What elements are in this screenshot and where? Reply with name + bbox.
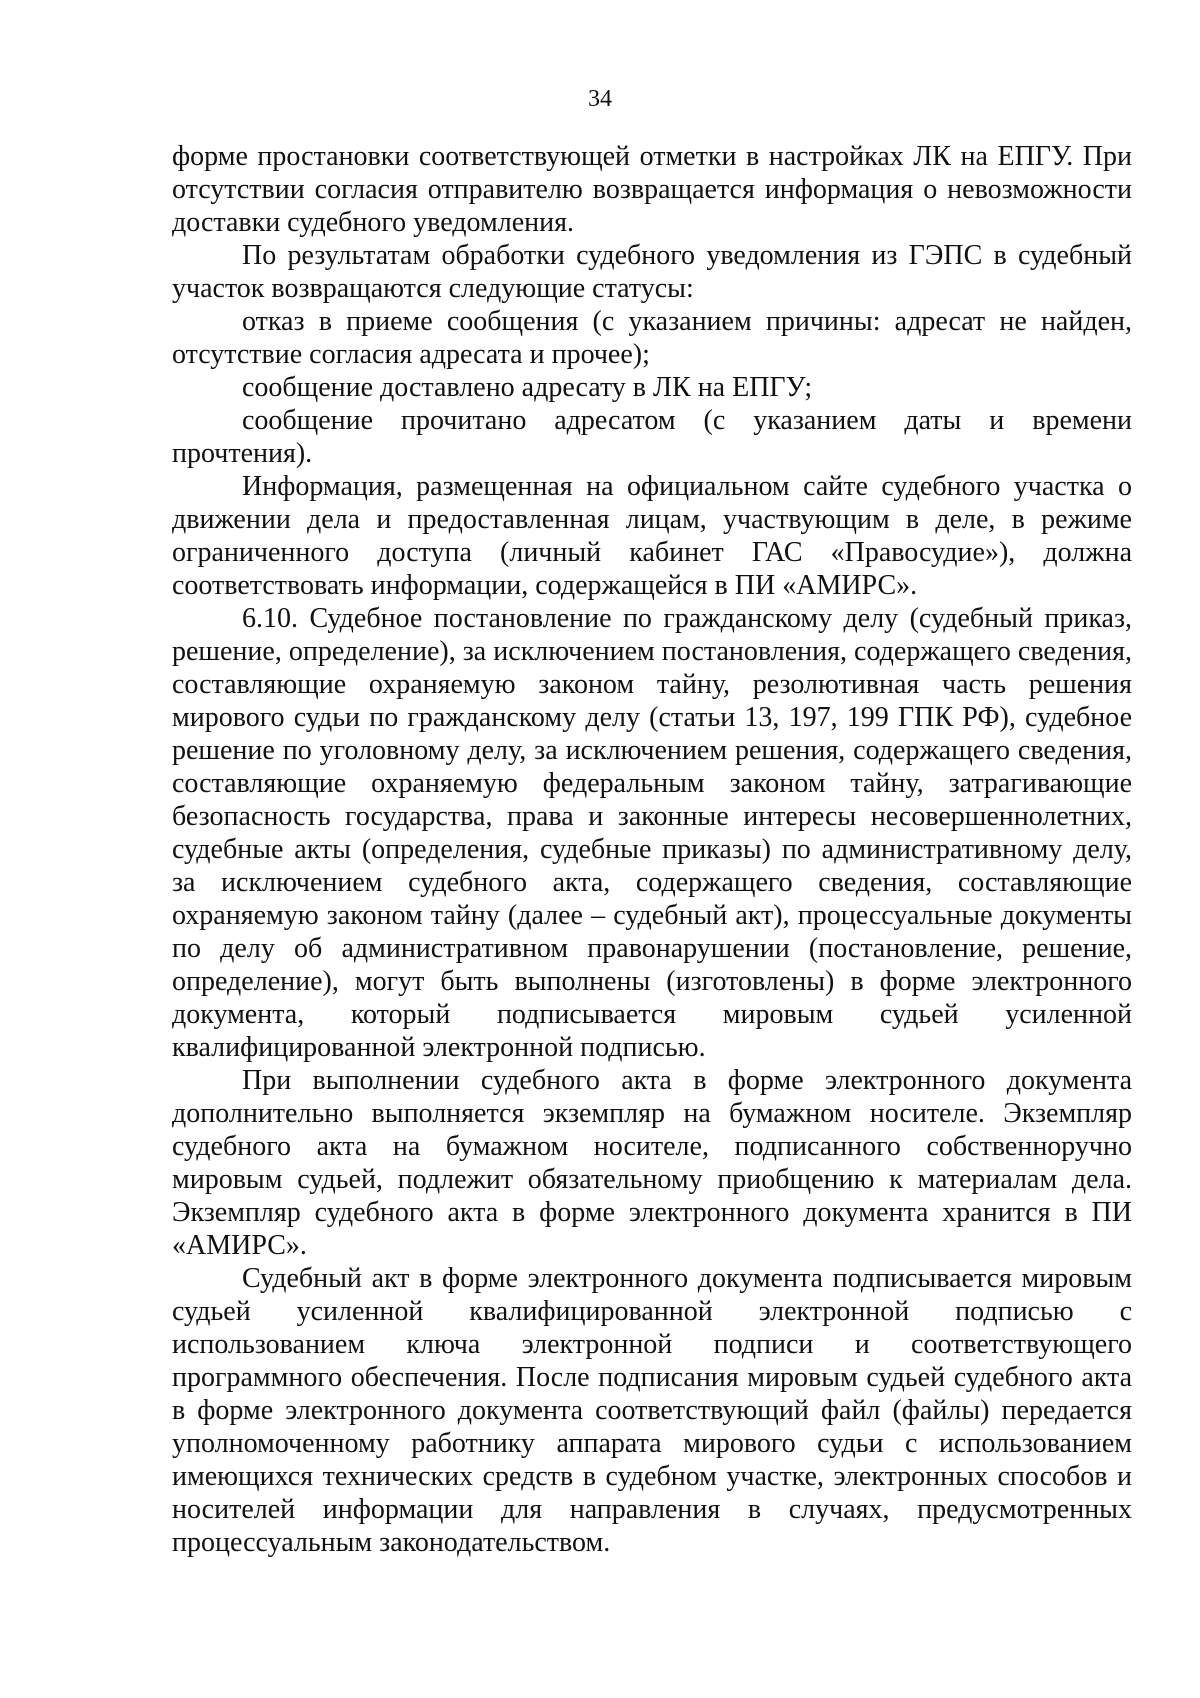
- paragraph: отказ в приеме сообщения (с указанием причины: адресат не найден, отсутствие согласия адресата и прочее);: [172, 306, 1132, 370]
- paragraph: 6.10. Судебное постановление по гражданскому делу (судебный приказ, решение, определение), за исключением постановления, содержащего сведения, составляющие охраняемую законом тайну, резолютивная часть решения мирового судьи по гражданскому делу (статьи 13, 197, 199 ГПК РФ), судебное решение по уголовному делу, за исключением решения, содержащего сведения, составляющие охраняемую федеральным законом тайну, затрагивающие безопасность государства, права и законные интересы несовершеннолетних, судебные акты (определения, судебные приказы) по административному делу, за исключением судебного акта, содержащего сведения, составляющие охраняемую законом тайну (далее – судебный акт), процессуальные документы по делу об административном правонарушении (постановление, решение, определение), могут быть выполнены (изготовлены) в форме электронного документа, который подписывается мировым судьей усиленной квалифицированной электронной подписью.: [172, 603, 1132, 1063]
- paragraph: сообщение доставлено адресату в ЛК на ЕПГУ;: [242, 372, 813, 403]
- paragraph: Информация, размещенная на официальном сайте судебного участка о движении дела и предоставленная лицам, участвующим в деле, в режиме ограниченного доступа (личный кабинет ГАС «Правосудие»), должна соответствовать информации, содержащейся в ПИ «АМИРС».: [172, 471, 1132, 601]
- page-number: 34: [588, 86, 612, 112]
- paragraph: По результатам обработки судебного уведомления из ГЭПС в судебный участок возвращаются следующие статусы:: [172, 240, 1132, 304]
- paragraph: сообщение прочитано адресатом (с указанием даты и времени прочтения).: [172, 405, 1132, 469]
- paragraph: При выполнении судебного акта в форме электронного документа дополнительно выполняется экземпляр на бумажном носителе. Экземпляр судебного акта на бумажном носителе, подписанного собственноручно мировым судьей, подлежит обязательному приобщению к материалам дела. Экземпляр судебного акта в форме электронного документа хранится в ПИ «АМИРС».: [172, 1065, 1132, 1261]
- document-body: [172, 140, 1132, 1559]
- paragraph: форме простановки соответствующей отметки в настройках ЛК на ЕПГУ. При отсутствии согласия отправителю возвращается информация о невозможности доставки судебного уведомления.: [172, 141, 1132, 238]
- paragraph: Судебный акт в форме электронного документа подписывается мировым судьей усиленной квалифицированной электронной подписью с использованием ключа электронной подписи и соответствующего программного обеспечения. После подписания мировым судьей судебного акта в форме электронного документа соответствующий файл (файлы) передается уполномоченному работнику аппарата мирового судьи с использованием имеющихся технических средств в судебном участке, электронных способов и носителей информации для направления в случаях, предусмотренных процессуальным законодательством.: [172, 1263, 1132, 1558]
